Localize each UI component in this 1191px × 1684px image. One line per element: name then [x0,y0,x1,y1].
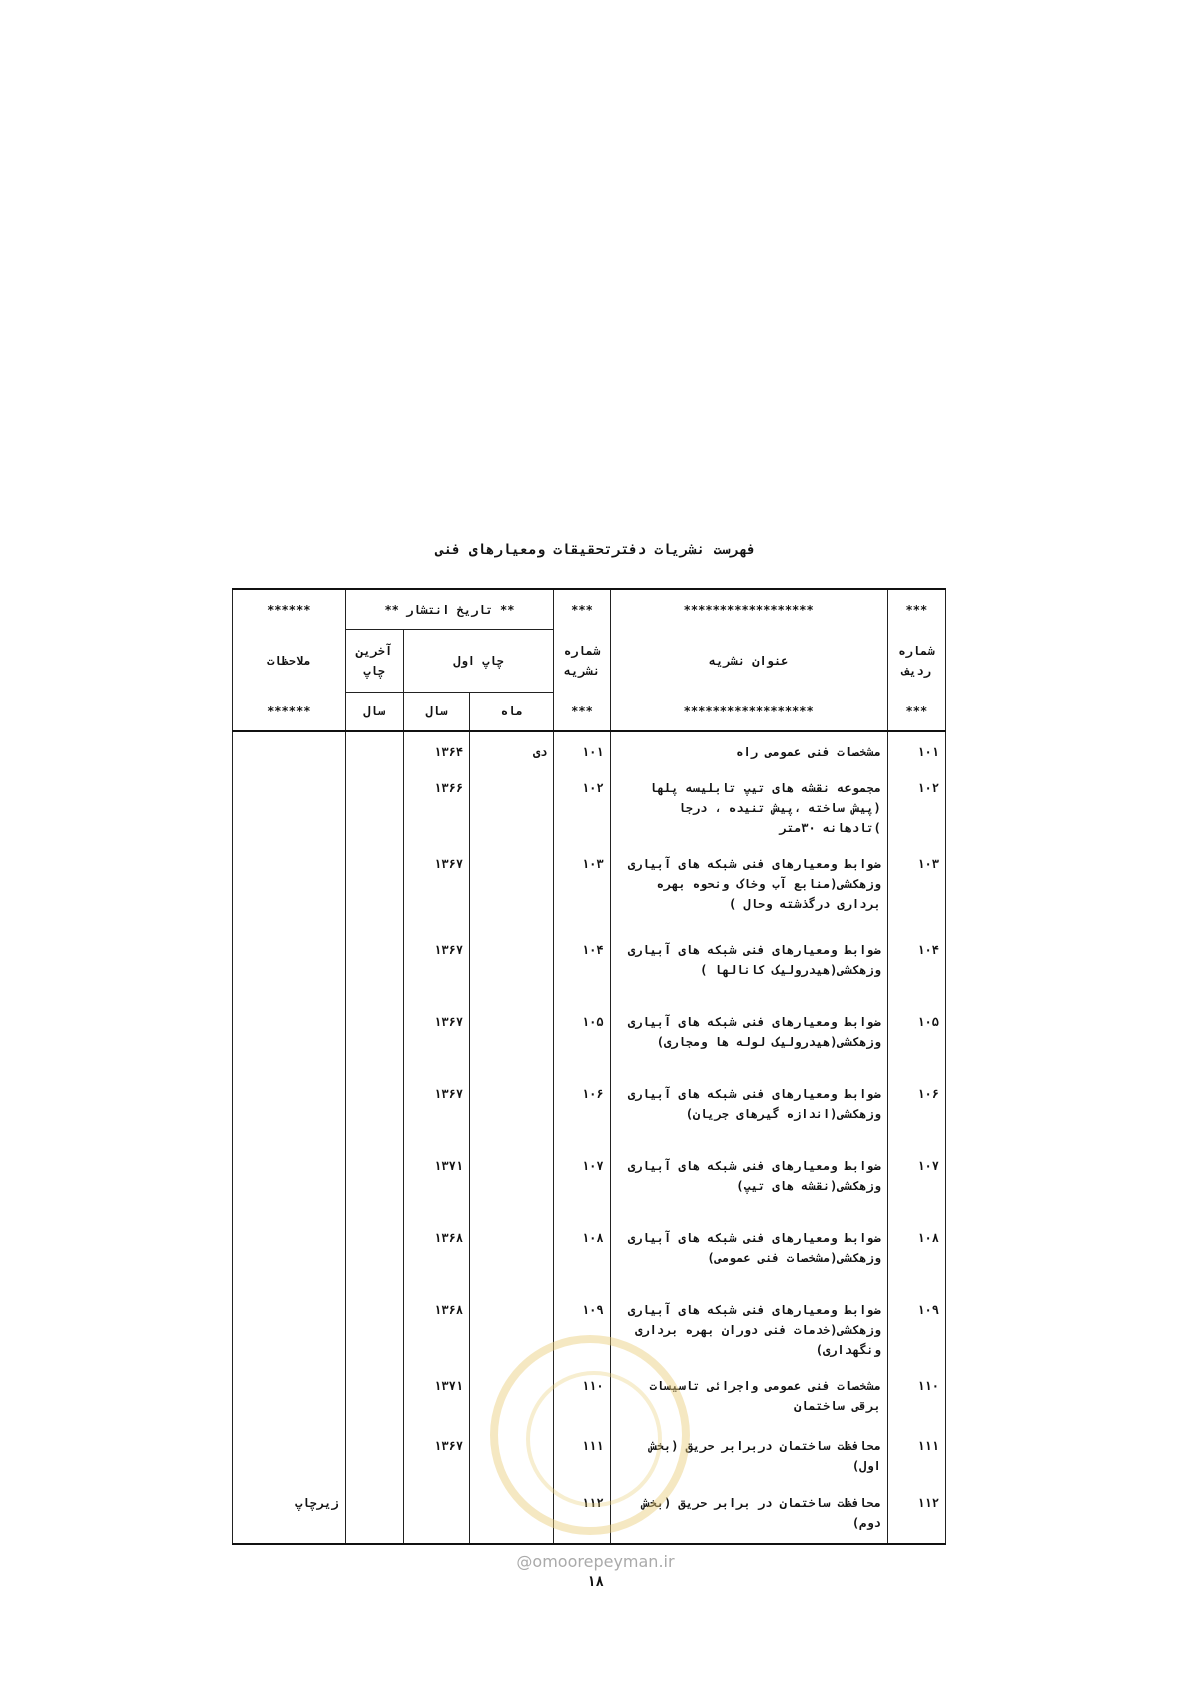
code-cell: ۱۰۴ [554,930,610,1002]
watermark-site: @omoorepeyman.ir [516,1552,675,1571]
month-cell [470,1146,554,1218]
code-cell: ۱۰۲ [554,768,610,844]
row-no-cell: ۱۰۸ [887,1218,945,1290]
code-cell: ۱۱۰ [554,1366,610,1426]
code-cell: ۱۰۶ [554,1074,610,1146]
header-sub-row [233,692,946,731]
document-title: فهرست نشریات دفترتحقیقات ومعیارهای فنی [435,542,756,558]
row-no-cell: ۱۰۵ [887,1002,945,1074]
header-labels-row [233,630,946,693]
table-row [233,930,946,1002]
table-row [233,1074,946,1146]
table-row [233,1218,946,1290]
header-pub-title: عنوان نشریه [610,630,887,693]
month-cell [470,1002,554,1074]
header-year: سال [403,692,469,731]
last-print-cell [345,1218,403,1290]
last-print-cell [345,1483,403,1543]
notes-cell [233,1366,346,1426]
last-print-cell [345,1074,403,1146]
table-row [233,1146,946,1218]
row-no-cell: ۱۰۶ [887,1074,945,1146]
header-stars-code: *** [554,590,610,630]
code-cell: ۱۱۱ [554,1426,610,1484]
title-cell: مشخصات فنی عمومی راه [610,731,887,768]
last-print-cell [345,1146,403,1218]
notes-cell [233,930,346,1002]
header-year-last: سال [345,692,403,731]
year-cell: ۱۳۶۸ [403,1218,469,1290]
year-cell: ۱۳۶۷ [403,1002,469,1074]
title-cell: ضوابط ومعیارهای فنی شبکه های آبیاری وزهکشی(مشخصات فنی عمومی) [610,1218,887,1290]
title-cell: ضوابط ومعیارهای فنی شبکه های آبیاری وزهکشی(هیدرولیک کانالها ) [610,930,887,1002]
table-row [233,1002,946,1074]
page-number: ۱۸ [587,1574,604,1590]
header-notes: ملاحظات [233,630,346,693]
header-stars-title-bottom: ****************** [610,692,887,731]
code-cell: ۱۰۷ [554,1146,610,1218]
code-cell: ۱۰۳ [554,844,610,930]
year-cell: ۱۳۶۷ [403,930,469,1002]
month-cell [470,930,554,1002]
code-cell: ۱۰۵ [554,1002,610,1074]
title-cell: ضوابط ومعیارهای فنی شبکه های آبیاری وزهکشی(منابع آب وخاک ونحوه بهره برداری درگذشته وحال ) [610,844,887,930]
year-cell: ۱۳۶۷ [403,844,469,930]
last-print-cell [345,844,403,930]
row-no-cell: ۱۰۹ [887,1290,945,1366]
header-stars-notes-bottom: ****** [233,692,346,731]
notes-cell [233,1218,346,1290]
title-cell: ضوابط ومعیارهای فنی شبکه های آبیاری وزهکشی(اندازه گیرهای جریان) [610,1074,887,1146]
header-stars-row-no-bottom: *** [887,692,945,731]
title-cell: مشخصات فنی عمومی واجرائی تاسیسات برقی ساختمان [610,1366,887,1426]
header-first-print: چاپ اول [403,630,554,693]
notes-cell [233,768,346,844]
year-cell: ۱۳۶۷ [403,1426,469,1484]
row-no-cell: ۱۰۱ [887,731,945,768]
last-print-cell [345,1002,403,1074]
table-row [233,844,946,930]
table-row [233,768,946,844]
header-last-print: آخرین چاپ [345,630,403,693]
title-cell: ضوابط ومعیارهای فنی شبکه های آبیاری وزهکشی(خدمات فنی دوران بهره برداری ونگهداری) [610,1290,887,1366]
title-cell: مجموعه نقشه های تیپ تابلیسه پلها (پیش ساخته ،پیش تنیده ، درجا )تادهانه ۳۰متر [610,768,887,844]
header-pub-code: شماره نشریه [554,630,610,693]
month-cell [470,1218,554,1290]
row-no-cell: ۱۱۰ [887,1366,945,1426]
last-print-cell [345,768,403,844]
month-cell: دی [470,731,554,768]
title-cell: ضوابط ومعیارهای فنی شبکه های آبیاری وزهکشی(نقشه های تیپ) [610,1146,887,1218]
month-cell [470,844,554,930]
month-cell [470,768,554,844]
header-stars-row-no: *** [887,590,945,630]
last-print-cell [345,731,403,768]
code-cell: ۱۰۸ [554,1218,610,1290]
last-print-cell [345,1290,403,1366]
notes-cell [233,731,346,768]
header-stars-row [233,590,946,630]
header-stars-code-bottom: *** [554,692,610,731]
title-cell: محافظت ساختمان دربرابر حریق (بخش اول) [610,1426,887,1484]
notes-cell [233,1074,346,1146]
notes-cell [233,1146,346,1218]
year-cell: ۱۳۶۴ [403,731,469,768]
row-no-cell: ۱۱۲ [887,1483,945,1543]
month-cell [470,1074,554,1146]
code-cell: ۱۰۱ [554,731,610,768]
header-month: ماه [470,692,554,731]
title-cell: محافظت ساختمان در برابر حریق (بخش دوم) [610,1483,887,1543]
header-date-group: ** تاریخ انتشار ** [345,590,554,630]
last-print-cell [345,1366,403,1426]
header-stars-notes: ****** [233,590,346,630]
code-cell: ۱۰۹ [554,1290,610,1366]
year-cell: ۱۳۷۱ [403,1366,469,1426]
row-no-cell: ۱۱۱ [887,1426,945,1484]
table-row [233,731,946,768]
row-no-cell: ۱۰۴ [887,930,945,1002]
row-no-cell: ۱۰۲ [887,768,945,844]
row-no-cell: ۱۰۳ [887,844,945,930]
year-cell: ۱۳۷۱ [403,1146,469,1218]
notes-cell: زیرچاپ [233,1483,346,1543]
notes-cell [233,844,346,930]
row-no-cell: ۱۰۷ [887,1146,945,1218]
notes-cell [233,1290,346,1366]
year-cell: ۱۳۶۶ [403,768,469,844]
watermark-seal-icon [490,1335,690,1535]
last-print-cell [345,930,403,1002]
year-cell: ۱۳۶۷ [403,1074,469,1146]
year-cell: ۱۳۶۸ [403,1290,469,1366]
title-cell: ضوابط ومعیارهای فنی شبکه های آبیاری وزهکشی(هیدرولیک لوله ها ومجاری) [610,1002,887,1074]
header-stars-title: ****************** [610,590,887,630]
notes-cell [233,1426,346,1484]
last-print-cell [345,1426,403,1484]
notes-cell [233,1002,346,1074]
code-cell: ۱۱۲ [554,1483,610,1543]
year-cell [403,1483,469,1543]
header-row-no: شماره ردیف [887,630,945,693]
